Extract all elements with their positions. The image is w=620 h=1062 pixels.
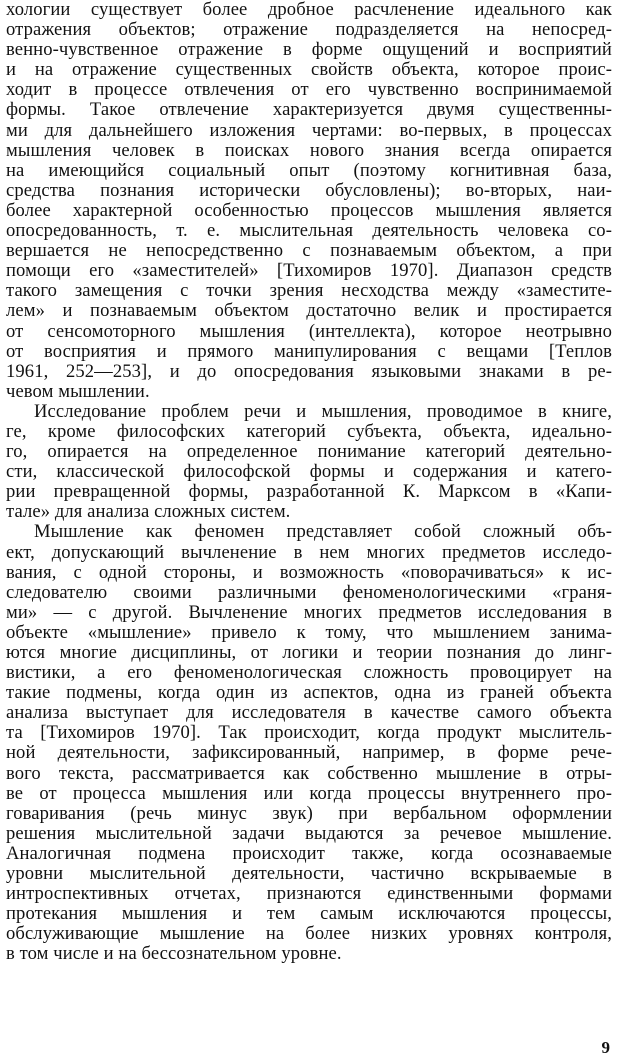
text-line: Аналогичная подмена происходит также, когда осознаваемые [6,843,612,864]
text-line: ект, допускающий вычленение в нем многих предметов исследо- [6,542,612,563]
text-line: го, опирается на определенное понимание категорий деятельно- [6,442,612,463]
text-line: от восприятия и прямого манипулирования с вещами [Теплов [6,341,612,362]
text-line: чевом мышлении. [6,381,150,402]
text-line: более характерной особенностью процессов мышления является [6,200,612,221]
text-line: ве от процесса мышления или когда процессы внутреннего про- [6,783,612,804]
text-line: уровни мыслительной деятельности, частично вскрываемые в [6,864,612,885]
text-line: такого замещения с точки зрения несходства между «заместите- [6,281,612,302]
text-line: вого текста, рассматривается как собственно мышление в отры- [6,763,612,784]
text-line: Исследование проблем речи и мышления, проводимое в книге, [34,401,612,422]
text-line: помощи его «заместителей» [Тихомиров 1970]. Диапазон средств [6,261,612,282]
text-line: формы. Такое отвлечение характеризуется двумя существенны- [6,100,612,121]
text-line: вершается не непосредственно с познаваемым объектом, а при [6,241,612,262]
text-line: протекания мышления и тем самым исключаются процессы, [6,904,612,925]
text-line: средства познания исторически обусловлены); во-вторых, наи- [6,180,612,201]
text-line: вания, с одной стороны, и возможность «поворачиваться» к ис- [6,562,612,583]
text-line: решения мыслительной задачи выдаются за речевое мышление. [6,823,612,844]
text-line: ми» — с другой. Вычленение многих предметов исследования в [6,602,612,623]
text-line: ге, кроме философских категорий субъекта, объекта, идеально- [6,421,612,442]
text-line: 1961, 252—253], и до опосредования языковыми знаками в ре- [6,361,612,382]
paragraph-3 [6,522,612,964]
text-line: венно-чувственное отражение в форме ощущений и восприятий [6,40,612,61]
text-line: такие подмены, когда один из аспектов, одна из граней объекта [6,683,612,704]
text-line: тале» для анализа сложных систем. [6,502,291,523]
text-line: от сенсомоторного мышления (интеллекта), которое неотрывно [6,321,612,342]
text-line: и на отражение существенных свойств объекта, которое проис- [6,60,612,81]
text-line: сти, классической философской формы и содержания и катего- [6,462,612,483]
text-line: ми для дальнейшего изложения чертами: во-первых, в процессах [6,120,612,141]
paragraph-1 [6,0,612,402]
text-line: ются многие дисциплины, от логики и теории познания до линг- [6,643,612,663]
text-line: опосредованность, т. е. мыслительная деятельность человека со- [6,221,612,242]
text-line: в том числе и на бессознательном уровне. [6,944,342,965]
text-line: ной деятельности, зафиксированный, например, в форме рече- [6,743,612,764]
paragraph-2 [6,402,612,523]
text-line: объекте «мышление» привело к тому, что мышлением занима- [6,622,612,643]
text-line: отражения объектов; отражение подразделяется на непосред- [6,20,612,41]
text-line: следователю своими различными феноменологическими «граня- [6,582,612,603]
text-line: хологии существует более дробное расчленение идеального как [6,0,612,20]
text-line: анализа выступает для исследователя в качестве самого объекта [6,703,612,724]
text-line: интроспективных отчетах, признаются единственными формами [6,884,612,905]
text-line: обслуживающие мышление на более низких уровнях контроля, [6,924,612,945]
body-text [6,0,612,965]
text-line: та [Тихомиров 1970]. Так происходит, когда продукт мыслитель- [6,723,612,744]
text-line: рии превращенной формы, разработанной К. Марксом в «Капи- [6,482,612,503]
page-number: 9 [601,1038,610,1057]
text-line: мышления человек в поисках нового знания всегда опирается [6,140,612,161]
text-line: на имеющийся социальный опыт (поэтому когнитивная база, [6,160,612,181]
text-line: ходит в процессе отвлечения от его чувственно воспринимаемой [6,80,612,101]
text-line: Мышление как феномен представляет собой сложный объ- [34,522,612,543]
text-line: говаривания (речь минус звук) при вербальном оформлении [6,803,612,824]
text-line: лем» и познаваемым объектом достаточно велик и простирается [6,301,612,322]
text-line: вистики, а его феноменологическая сложность провоцирует на [6,663,612,684]
